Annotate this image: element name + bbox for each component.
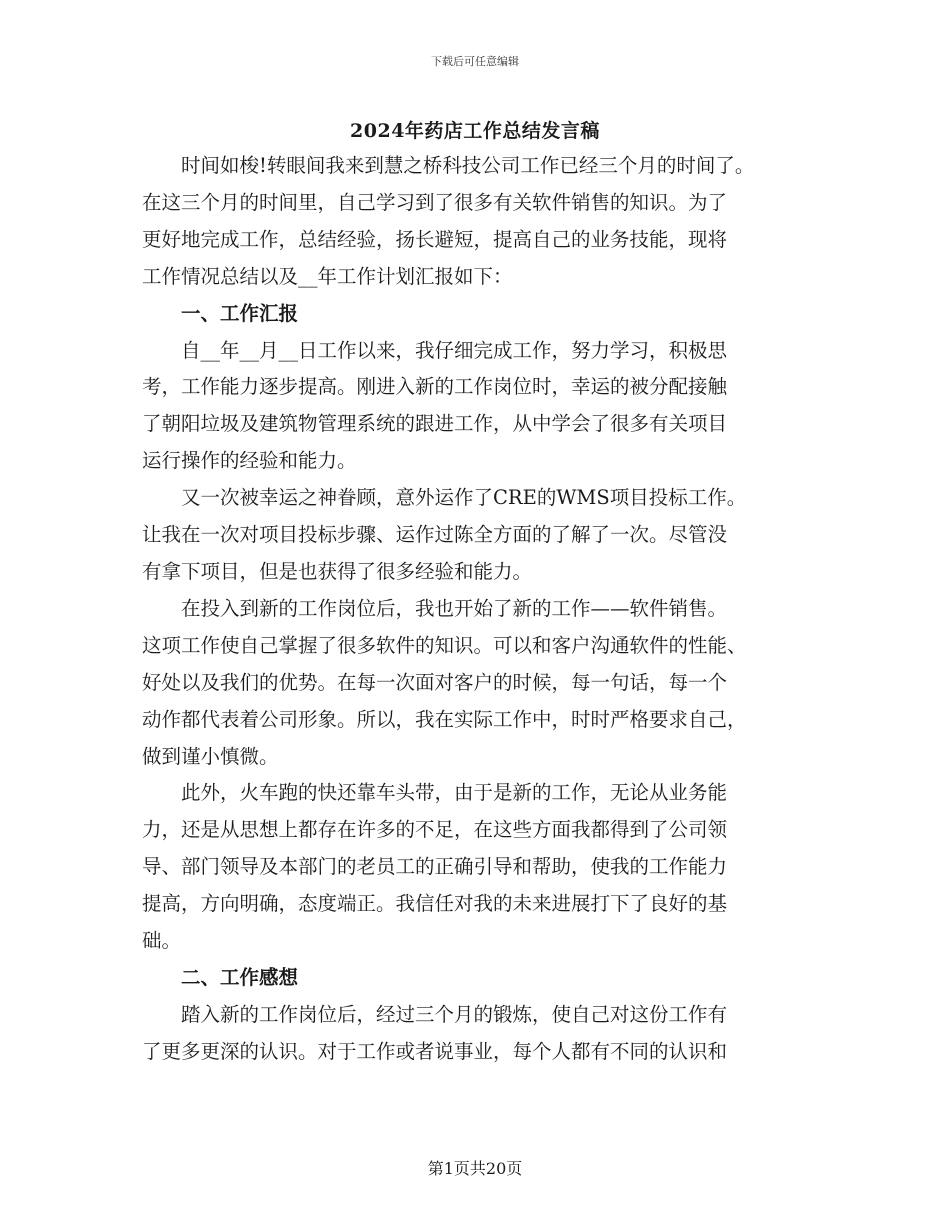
- text-line: 运行操作的经验和能力。: [142, 449, 357, 473]
- paragraph-bidding: [142, 480, 822, 591]
- text-line: 工作情况总结以及__年工作计划汇报如下：: [142, 264, 513, 288]
- text-line: 这项工作使自己掌握了很多软件的知识。可以和客户沟通软件的性能、: [142, 633, 747, 657]
- section-heading-work-report: 一、工作汇报: [181, 301, 299, 325]
- page-header-note: 下载后可任意编辑: [431, 55, 519, 68]
- text-line: 让我在一次对项目投标步骤、运作过陈全方面的了解了一次。尽管没: [142, 523, 728, 547]
- text-line: 动作都代表着公司形象。所以，我在实际工作中，时时严格要求自己，: [142, 707, 747, 731]
- paragraph-work-thoughts: [142, 997, 822, 1071]
- text-line: 此外，火车跑的快还靠车头带，由于是新的工作，无论从业务能: [181, 781, 728, 805]
- document-title: 2024年药店工作总结发言稿: [350, 120, 600, 142]
- text-line: 在投入到新的工作岗位后，我也开始了新的工作——软件销售。: [181, 596, 728, 620]
- text-line: 力，还是从思想上都存在许多的不足，在这些方面我都得到了公司领: [142, 818, 728, 842]
- paragraph-guidance: [142, 775, 822, 960]
- text-line: 了朝阳垃圾及建筑物管理系统的跟进工作，从中学会了很多有关项目: [142, 412, 728, 436]
- text-line: 又一次被幸运之神眷顾，意外运作了CRE的WMS项目投标工作。: [181, 486, 747, 510]
- text-line: 在这三个月的时间里，自己学习到了很多有关软件销售的知识。为了: [142, 190, 728, 214]
- section-heading-work-thoughts: 二、工作感想: [181, 965, 299, 989]
- text-line: 础。: [142, 929, 182, 953]
- text-line: 了更多更深的认识。对于工作或者说事业，每个人都有不同的认识和: [142, 1039, 728, 1063]
- text-line: 自__年__月__日工作以来，我仔细完成工作，努力学习，积极思: [181, 338, 728, 362]
- text-line: 做到谨小慎微。: [142, 744, 279, 768]
- text-line: 踏入新的工作岗位后，经过三个月的锻炼，使自己对这份工作有: [181, 1002, 728, 1026]
- document-body: [142, 148, 822, 1071]
- text-line: 提高，方向明确，态度端正。我信任对我的未来进展打下了良好的基: [142, 892, 728, 916]
- text-line: 更好地完成工作，总结经验，扬长避短，提高自己的业务技能，现将: [142, 227, 728, 251]
- paragraph-software-sales: [142, 591, 822, 776]
- text-line: 好处以及我们的优势。在每一次面对客户的时候，每一句话，每一个: [142, 670, 728, 694]
- paragraph-work-report: [142, 333, 822, 481]
- page-number-indicator: 第1页共20页: [427, 1159, 523, 1178]
- text-line: 考，工作能力逐步提高。刚进入新的工作岗位时，幸运的被分配接触: [142, 375, 728, 399]
- text-line: 导、部门领导及本部门的老员工的正确引导和帮助，使我的工作能力: [142, 855, 728, 879]
- text-line: 时间如梭!转眼间我来到慧之桥科技公司工作已经三个月的时间了。: [181, 154, 755, 177]
- paragraph-intro: [142, 148, 822, 296]
- text-line: 有拿下项目，但是也获得了很多经验和能力。: [142, 559, 533, 583]
